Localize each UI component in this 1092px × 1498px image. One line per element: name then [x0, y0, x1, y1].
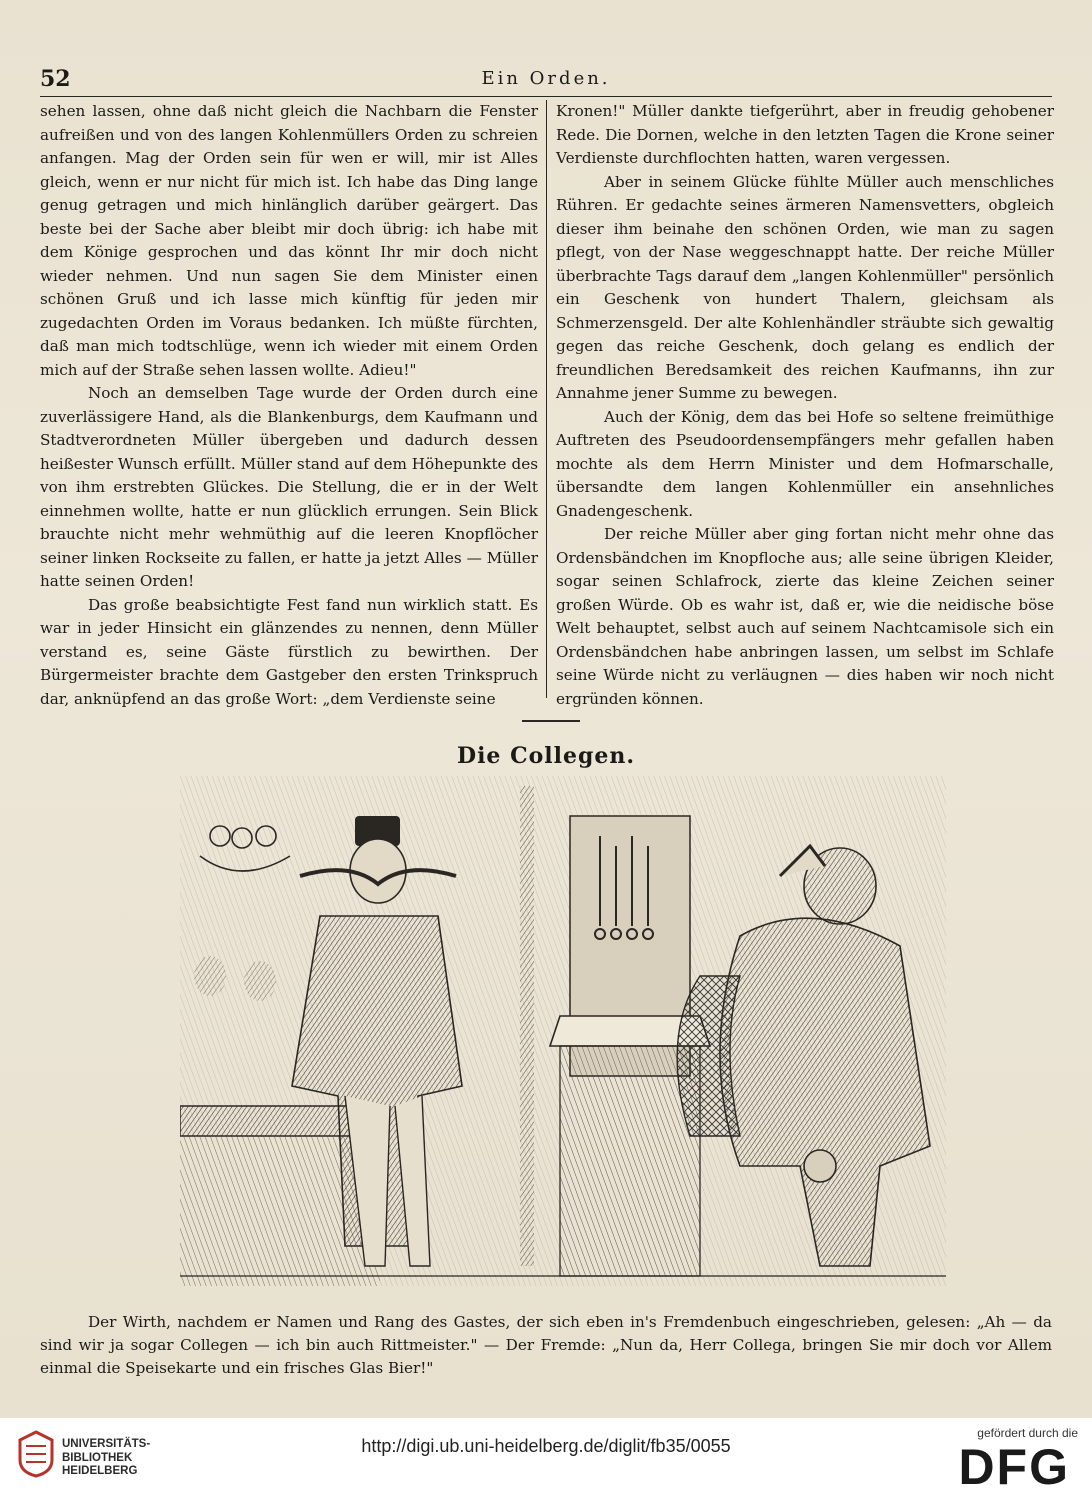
running-title: Ein Orden.	[481, 68, 611, 89]
paragraph: Der reiche Müller aber ging fortan nicht mehr ohne das Ordensbändchen im Knopfloche aus; alle seine übrigen Kleider, sogar seinen Schlafrock, zierte das kleine Zeichen seiner großen Würde. Ob es wahr ist, daß er, wie die neidische böse Welt behauptet, selbst auch auf seinem Nachtcamisole sich ein Ordensbändchen habe anbringen lassen, um selbst im Schlafe seine Würde nicht zu verläugnen — dies haben wir noch nicht ergründen können.	[556, 525, 1054, 708]
footer-bar	[0, 1418, 1092, 1498]
engraving-illustration	[180, 776, 946, 1286]
section-divider	[522, 720, 580, 722]
paragraph: Aber in seinem Glücke fühlte Müller auch menschliches Rühren. Er gedachte seines ärmeren Namensvetters, obgleich dieser ihm beinahe den schönen Orden, wie man zu sagen pflegt, von der Nase weggeschnappt hatte. Der reiche Müller überbrachte Tags darauf dem „langen Kohlenmüller" persönlich ein Geschenk von hundert Thalern, gleichsam als Schmerzensgeld. Der alte Kohlenhändler sträubte sich gewaltig gegen das reiche Geschenk, doch gelang es endlich der freundlichen Beredsamkeit des reichen Kaufmanns, ihn zur Annahme jener Summe zu bewegen.	[556, 172, 1054, 402]
library-name: UNIVERSITÄTS- BIBLIOTHEK HEIDELBERG	[62, 1438, 151, 1477]
column-divider	[546, 100, 547, 698]
dfg-logo: DFG	[958, 1439, 1070, 1495]
paragraph: Noch an demselben Tage wurde der Orden durch eine zuverlässigere Hand, als die Blankenburgs, dem Kaufmann und Stadtverordneten Müller übergeben und dadurch dessen heißester Wunsch erfüllt. Müller stand auf dem Höhepunkte des von ihm erstrebten Glückes. Die Stellung, die er in der Welt einnehmen wollte, hatte er nun glücklich errungen. Sein Blick brauchte nicht mehr wehmüthig auf die leeren Knopflöcher seiner linken Rockseite zu fallen, er hatte ja jetzt Alles — Müller hatte seinen Orden!	[40, 384, 538, 590]
paragraph: Kronen!" Müller dankte tiefgerührt, aber in freudig gehobener Rede. Die Dornen, welche in den letzten Tagen die Krone seiner Verdienste durchflochten hatten, waren vergessen.	[556, 102, 1054, 167]
illustration-title: Die Collegen.	[456, 743, 636, 769]
page-header	[40, 66, 1052, 97]
page-number: 52	[40, 66, 71, 92]
paragraph: sehen lassen, ohne daß nicht gleich die Nachbarn die Fenster aufreißen und von des langen Kohlenmüllers Orden zu schreien anfangen. Mag der Orden sein für wen er will, mir ist Alles gleich, wenn er nur nicht für mich ist. Ich habe das Ding lange genug getragen und mich hinlänglich darüber geärgert. Das beste bei der Sache aber bleibt mir doch übrig: ich habe mit dem Könige gesprochen und das könnt Ihr mir doch nicht wieder nehmen. Und nun sagen Sie dem Minister einen schönen Gruß und ich lasse mich künftig für jeden mir zugedachten Orden im Voraus bedanken. Ich müßte fürchten, daß man mich todtschlüge, wenn ich wieder mit einem Orden mich auf der Straße sehen lassen wollte. Adieu!"	[40, 102, 538, 379]
right-column	[556, 100, 1054, 711]
paragraph: Auch der König, dem das bei Hofe so seltene freimüthige Auftreten des Pseudoordensempfängers mehr gefallen haben mochte als dem Herrn Minister und dem Hofmarschalle, übersandte dem langen Kohlenmüller ein ansehnliches Gnadengeschenk.	[556, 407, 1054, 520]
left-column	[40, 100, 538, 711]
funded-by-label: gefördert durch die	[977, 1426, 1078, 1440]
source-url-link[interactable]: http://digi.ub.uni-heidelberg.de/diglit/fb35/0055	[361, 1436, 731, 1456]
illustration-caption: Der Wirth, nachdem er Namen und Rang des Gastes, der sich eben in's Fremdenbuch eingeschrieben, gelesen: „Ah — da sind wir ja sogar Collegen — ich bin auch Rittmeister." — Der Fremde: „Nun da, Herr Collega, bringen Sie mir doch vor Allem einmal die Speisekarte und ein frisches Glas Bier!"	[40, 1313, 1052, 1378]
paragraph: Das große beabsichtigte Fest fand nun wirklich statt. Es war in jeder Hinsicht ein glänzendes zu nennen, denn Müller verstand es, seine Gäste fürstlich zu bewirthen. Der Bürgermeister brachte dem Gastgeber den ersten Trinkspruch dar, anknüpfend an das große Wort: „dem Verdienste seine	[40, 595, 538, 708]
